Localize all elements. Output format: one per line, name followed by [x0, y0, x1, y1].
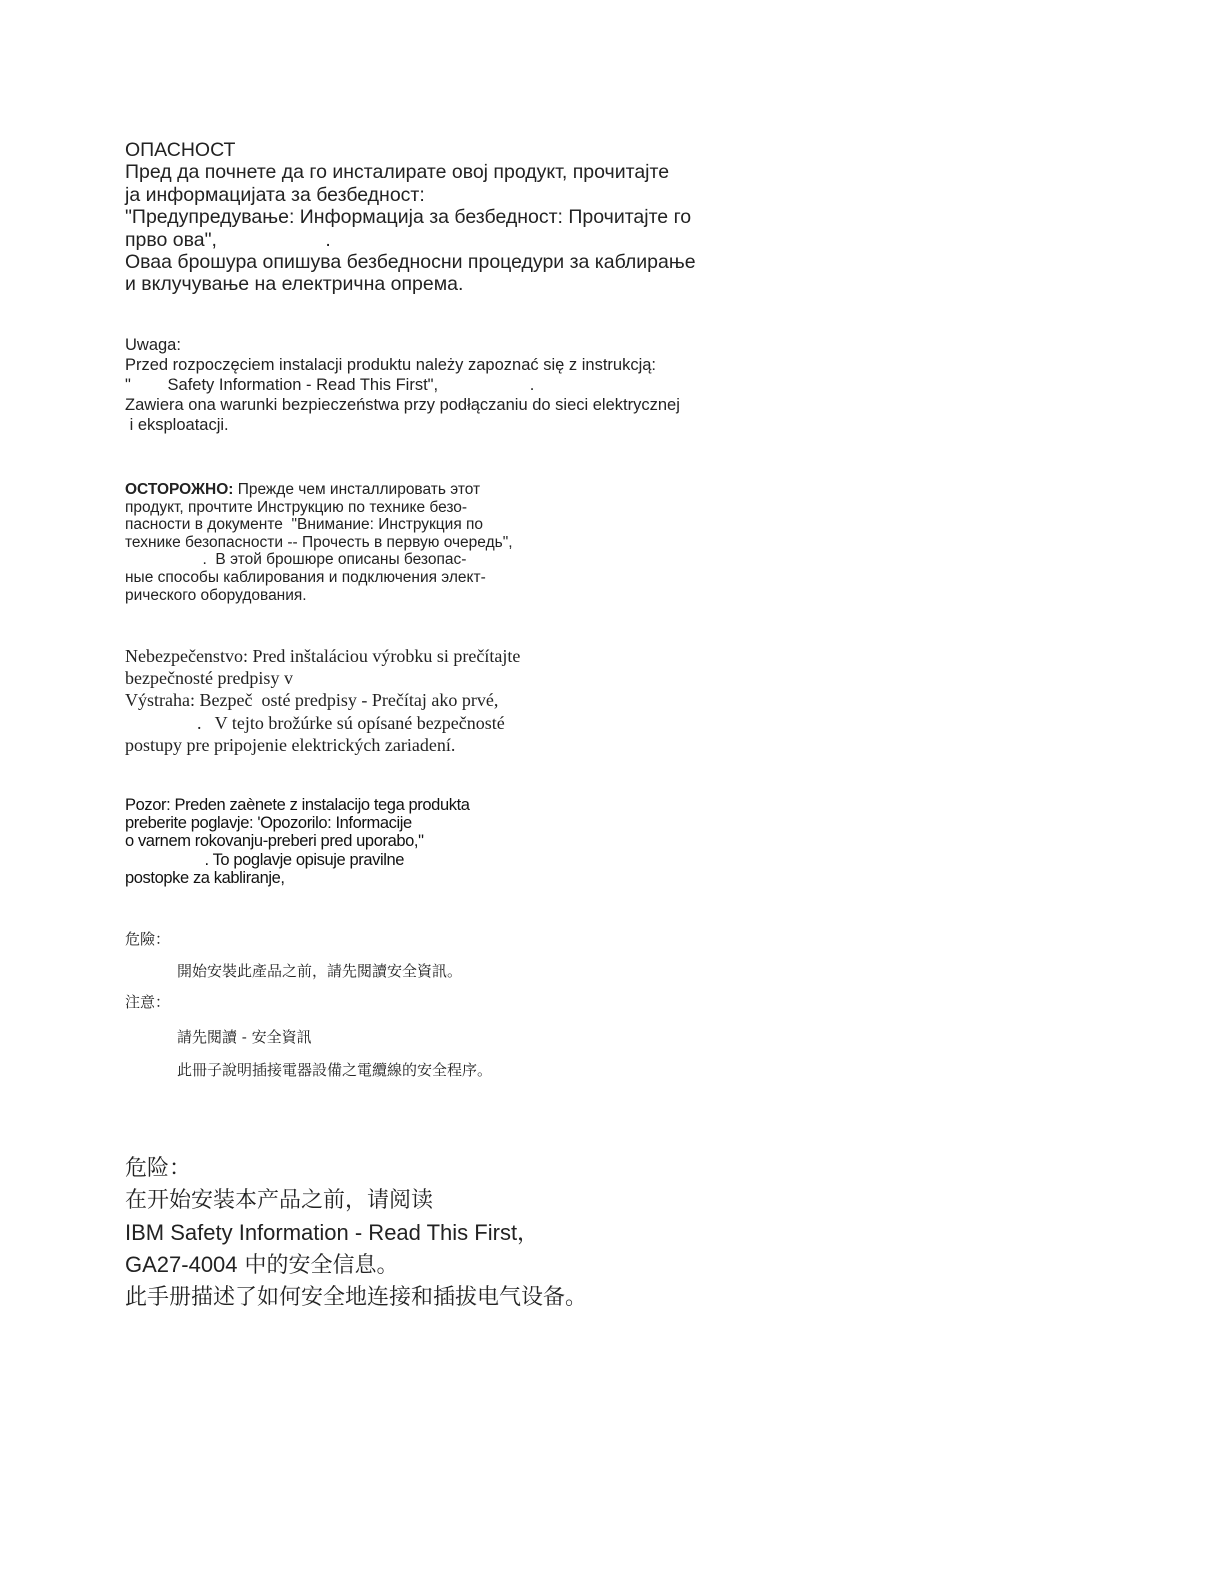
polish-line: Zawiera ona warunki bezpieczeństwa przy podłączaniu do sieci elektrycznej — [125, 396, 680, 414]
russian-line: технике безопасности -- Прочесть в первую очередь", — [125, 533, 513, 551]
slovenian-line: . To poglavje opisuje pravilne — [125, 850, 405, 869]
traditional-chinese-line: 請先閱讀 - 安全資訊 — [177, 1028, 312, 1046]
slovak-line: Výstraha: Bezpeč osté predpisy - Prečítaj ako prvé, — [125, 690, 499, 711]
slovak-line: Nebezpečenstvo: Pred inštaláciou výrobku si prečítajte — [125, 646, 521, 666]
traditional-chinese-line: 開始安裝此產品之前，請先閱讀安全資訊。 — [177, 962, 463, 980]
macedonian-line: Пред да почнете да го инсталирате овој продукт, прочитајте — [125, 161, 670, 184]
polish-heading: Uwaga: — [125, 336, 181, 354]
simplified-chinese-line: 此手册描述了如何安全地连接和插拔电气设备。 — [125, 1285, 588, 1310]
russian-line: продукт, прочтите Инструкцию по технике безо- — [125, 498, 468, 516]
slovak-line: postupy pre pripojenie elektrických zariadení. — [125, 734, 456, 755]
russian-line: . В этой брошюре описаны безопас- — [125, 551, 467, 569]
polish-warning — [125, 335, 680, 435]
macedonian-warning — [125, 139, 696, 296]
russian-line: пасности в документе "Внимание: Инструкция по — [125, 516, 484, 534]
macedonian-line: и вклучување на електрична опрема. — [125, 273, 464, 296]
polish-line: Przed rozpoczęciem instalacji produktu należy zapoznać się z instrukcją: — [125, 356, 656, 374]
russian-line: Прежде чем инсталлировать этот — [233, 481, 481, 498]
traditional-chinese-danger-label: 危險： — [125, 930, 171, 948]
russian-label: ОСТОРОЖНО: — [125, 481, 234, 498]
simplified-chinese-line — [125, 1249, 587, 1282]
macedonian-line: прво ова", . — [125, 228, 331, 251]
traditional-chinese-line: 此冊子說明插接電器設備之電纜線的安全程序。 — [177, 1061, 493, 1079]
slovenian-warning — [125, 796, 470, 887]
macedonian-heading: ОПАСНОСТ — [125, 139, 236, 161]
polish-line: " Safety Information - Read This First", . — [125, 376, 535, 394]
simplified-chinese-danger-label: 危险： — [125, 1156, 192, 1181]
simplified-chinese-document-title: IBM Safety Information - Read This First， — [125, 1220, 540, 1245]
simplified-chinese-line: 在开始安装本产品之前，请阅读 — [125, 1188, 434, 1213]
slovak-line: bezpečnosté predpisy v — [125, 668, 293, 689]
document-code: GA27-4004 — [125, 1252, 238, 1277]
simplified-chinese-line-rest: 中的安全信息。 — [237, 1253, 399, 1278]
slovenian-line: preberite poglavje: 'Opozorilo: Informacije — [125, 814, 412, 833]
polish-line: i eksploatacji. — [125, 416, 229, 434]
simplified-chinese-warning — [125, 1153, 587, 1314]
slovak-line: . V tejto brožúrke sú opísané bezpečnosté — [125, 712, 505, 733]
russian-line: ные способы каблирования и подключения элект- — [125, 568, 486, 586]
slovenian-line: postopke za kabliranje, — [125, 868, 285, 887]
macedonian-line: "Предупредување: Информација за безбедност: Прочитајте го — [125, 206, 692, 229]
traditional-chinese-warning — [125, 928, 725, 1088]
macedonian-line: ја информацијата за безбедност: — [125, 183, 425, 206]
slovak-warning — [125, 645, 520, 756]
russian-line: рического оборудования. — [125, 586, 307, 604]
russian-first-line — [125, 481, 513, 499]
macedonian-line: Оваа брошура опишува безбедносни процедури за каблирање — [125, 251, 696, 274]
traditional-chinese-note-label: 注意： — [125, 993, 171, 1011]
russian-warning — [125, 481, 513, 604]
slovenian-line: Pozor: Preden zaènete z instalacijo tega produkta — [125, 796, 470, 814]
slovenian-line: o varnem rokovanju-preberi pred uporabo," — [125, 832, 424, 851]
